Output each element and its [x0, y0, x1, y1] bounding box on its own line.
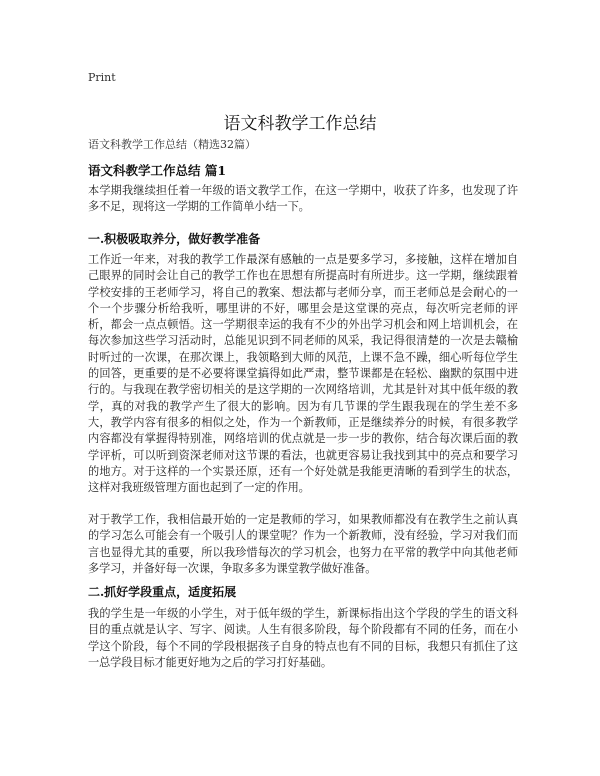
section-1-paragraph-1: 本学期我继续担任着一年级的语文教学工作，在这一学期中，收获了许多，也发现了许多不足，现将这一学期的工作简单小结一下。 — [88, 184, 518, 214]
section-2-paragraph-1: 工作近一年来，对我的教学工作最深有感触的一点是要多学习，多接触，这样在增加自己眼界的同时会让自己的教学工作也在思想有所提高时有所进步。这一学期，继续跟着学校安排的王老师学习，将自己的教案、想法都与老师分享，而王老师总是会耐心的一个一个步骤分析给我听，哪里讲的不好，哪里会是这堂课的亮点，每次听完老师的评析，都会一点点顿悟。这一学期很幸运的我有不少的外出学习机会和网上培训机会，在每次参加这些学习活动时，总能见识到不同老师的风采，我记得很清楚的一次是去赣榆时听过的一次课，在那次课上，我领略到大师的风范，上课不急不躁，细心听每位学生的回答，更重要的是不必要将课堂搞得如此严肃，整节课都是在轻松、幽默的氛围中进行的。与我现在教学密切相关的是这学期的一次网络培训，尤其是针对其中低年级的教学，真的对我的教学产生了很大的影响。因为有几节课的学生跟我现在的学生差不多大，教学内容有很多的相似之处，作为一个新教师，正是继续养分的时候，有很多教学内容都没有掌握得特别准，网络培训的优点就是一步一步的教你，结合每次课后面的教学评析，可以听到资深老师对这节课的看法，也就更容易让我找到其中的亮点和要学习的地方。对于这样的一个实景还原，还有一个好处就是我能更清晰的看到学生的状态，这样对我班级管理方面也起到了一定的作用。 — [88, 253, 518, 495]
section-2-paragraph-2: 对于教学工作，我相信最开始的一定是教师的学习，如果教师都没有在教学生之前认真的学习怎么可能会有一个吸引人的课堂呢？作为一个新教师，没有经验，学习对我们而言也显得尤其的重要，所以我珍惜每次的学习机会，也努力在平常的教学中向其他老师多学习，并备好每一次课，争取多多为课堂教学做好准备。 — [88, 513, 518, 575]
section-heading-3: 二.抓好学段重点，适度拓展 — [88, 585, 237, 599]
page-title: 语文科教学工作总结 — [223, 114, 377, 135]
section-heading-1: 语文科教学工作总结 篇1 — [88, 163, 227, 178]
section-heading-2: 一.积极吸取养分，做好教学准备 — [88, 232, 261, 246]
document-subtitle: 语文科教学工作总结（精选32篇） — [88, 138, 256, 151]
section-3-paragraph-1: 我的学生是一年级的小学生，对于低年级的学生，新课标指出这个学段的学生的语文科目的重点就是认字、写字、阅读。人生有很多阶段，每个阶段都有不同的任务，而在小学这个阶段，每个不同的学段根据孩子自身的特点也有不同的目标，我想只有抓住了这一总学段目标才能更好地为之后的学习打好基础。 — [88, 607, 518, 669]
print-link[interactable]: Print — [88, 71, 116, 84]
